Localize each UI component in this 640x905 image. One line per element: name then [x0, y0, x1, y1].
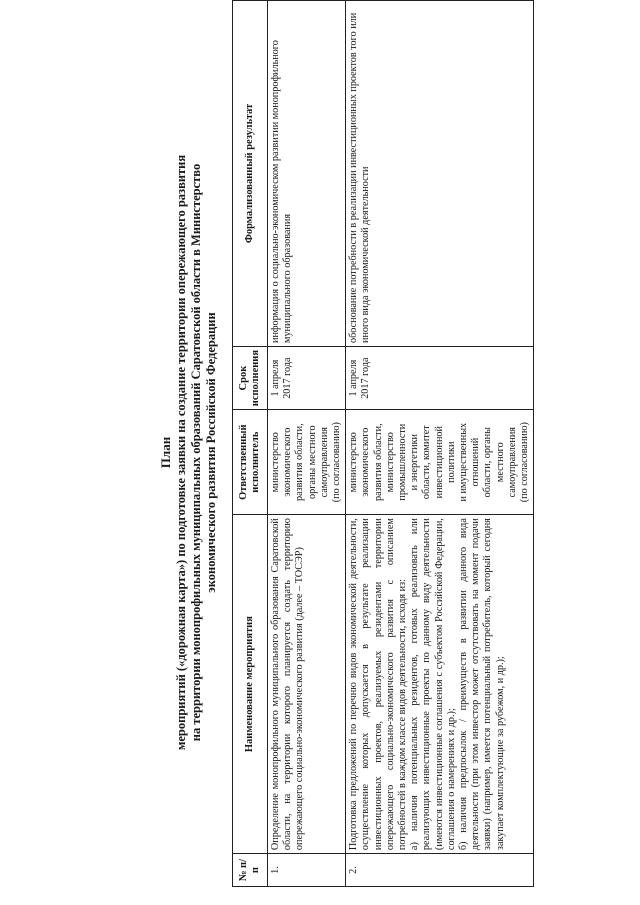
row-number: 1.: [268, 854, 346, 887]
title-line: на территории монопрофильных муниципальных образований Саратовской области в Министерство: [189, 163, 203, 742]
responsible-line: области, органы: [482, 427, 494, 498]
responsible-line: отношений: [470, 437, 482, 487]
header-result: Формализованный результат: [233, 1, 268, 347]
table-row: [346, 1, 534, 887]
responsible-line: области, комитет: [421, 425, 433, 500]
name-paragraph: Подготовка предложений по перечню видов экономической деятельности, осуществление которых допускается в результате реализации инвестиционных проектов, реализуемых резидентами территории опережающего социально-экономического развития с описанием потребностей в каждом классе видов деятельности, исходя из:: [348, 518, 409, 851]
table-header-row: [233, 1, 268, 887]
row-deadline: [346, 346, 534, 409]
row-result: обоснование потребности в реализации инвестиционных проектов того или иного вида экономической деятельности: [346, 1, 534, 347]
responsible-line: экономического: [360, 427, 372, 497]
document-title: [158, 30, 219, 875]
responsible-line: органы местного: [306, 425, 318, 499]
deadline-line: 2017 года: [282, 357, 294, 399]
responsible-line: самоуправления: [506, 427, 518, 498]
responsible-line: экономического: [282, 427, 294, 497]
header-name: Наименование мероприятия: [233, 515, 268, 854]
responsible-line: развития области,: [294, 423, 306, 502]
responsible-line: министерство: [270, 432, 281, 493]
responsible-line: министерство: [384, 432, 396, 493]
row-responsible: [268, 410, 346, 515]
row-deadline: [268, 346, 346, 409]
title-heading: План: [158, 436, 173, 469]
responsible-line: инвестиционной: [433, 426, 445, 499]
row-name: [268, 515, 346, 854]
responsible-line: и энергетики: [409, 434, 421, 491]
responsible-line: министерство: [348, 432, 360, 493]
deadline-line: 2017 года: [360, 357, 372, 399]
title-line: мероприятий («дорожная карта») по подготовке заявки на создание территории опережающего развития: [174, 154, 188, 751]
row-responsible: [346, 410, 534, 515]
responsible-line: развития области,: [372, 423, 384, 502]
name-paragraph: а) наличия потенциальных резидентов, готовых реализовать или реализующих инвестиционные проекты по данному виду деятельности (имеются инвестиционные соглашения с субъектом Российской Федерации, соглашения о намерениях и др.);: [409, 518, 457, 851]
responsible-line: и имущественных: [458, 422, 470, 502]
responsible-line: местного: [494, 442, 506, 483]
header-num: № п/п: [233, 854, 268, 887]
row-result: информация о социально-экономическом развитии монопрофильного муниципального образования: [268, 1, 346, 347]
title-line: экономического развития Российской Федерации: [204, 312, 218, 593]
header-responsible: Ответственный исполнитель: [233, 410, 268, 515]
deadline-line: 1 апреля: [270, 359, 281, 397]
responsible-line: (по согласованию): [331, 422, 343, 503]
table-row: [268, 1, 346, 887]
name-paragraph: б) наличия предпосылок / преимуществ в развитии данного вида деятельности (при этом инвестор может отсутствовать на момент подачи заявки) (например, имеется потенциальный потребитель, который сегодня закупает комплектующие за рубежом, и др.);: [458, 518, 506, 851]
responsible-line: политики: [445, 441, 457, 483]
responsible-line: промышленности: [397, 423, 409, 501]
responsible-line: (по согласованию): [519, 422, 531, 503]
plan-table: [232, 0, 534, 887]
header-deadline: Срок исполнения: [233, 346, 268, 409]
deadline-line: 1 апреля: [348, 359, 360, 397]
row-name: [346, 515, 534, 854]
row-number: 2.: [346, 854, 534, 887]
responsible-line: самоуправления: [318, 427, 330, 498]
name-paragraph: Определение монопрофильного муниципального образования Саратовской области, на территории которого планируется создать территорию опережающего социально-экономического развития (далее – ТОСЭР): [270, 518, 306, 851]
